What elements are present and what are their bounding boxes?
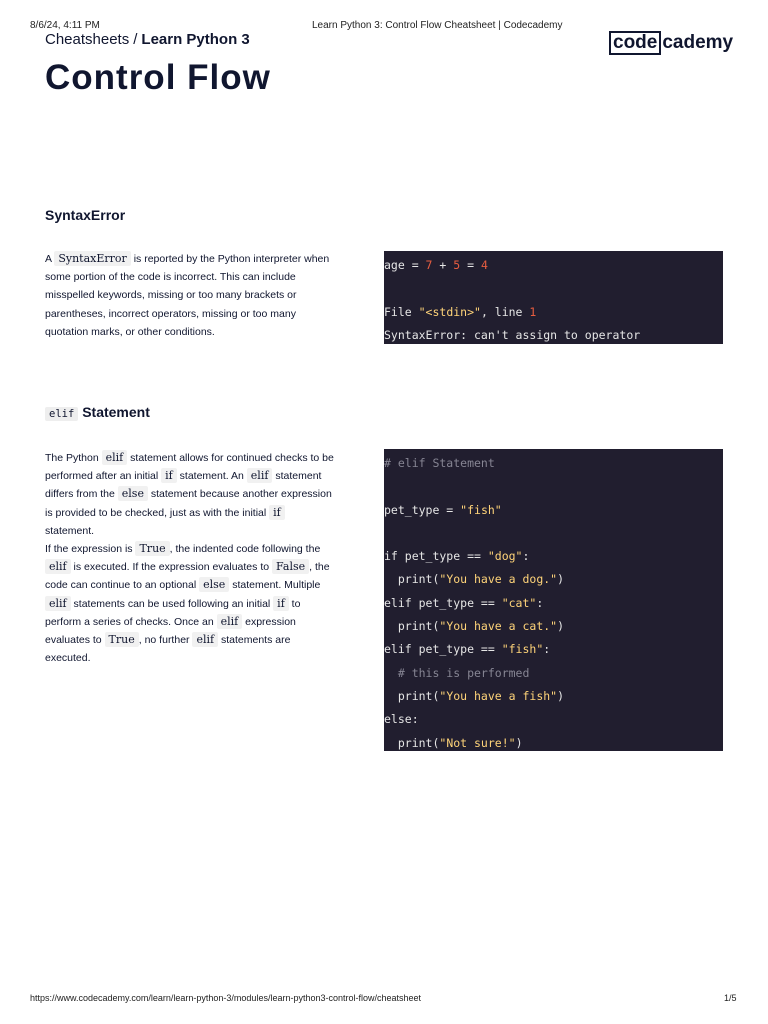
code-line: elif pet_type == "fish": (384, 642, 551, 657)
print-datetime: 8/6/24, 4:11 PM (30, 20, 100, 31)
elif-description (45, 449, 335, 667)
elif-code-block (384, 449, 723, 751)
footer-url: https://www.codecademy.com/learn/learn-python-3/modules/learn-python3-control-flow/cheatsheet (30, 993, 422, 1003)
code-line: # elif Statement (384, 456, 495, 470)
code-line (384, 522, 723, 545)
code-line: SyntaxError: can't assign to operator (384, 327, 641, 342)
code-line: print("You have a fish") (384, 688, 565, 703)
code-line: age = 7 + 5 = 4 (384, 258, 488, 272)
logo-rest-text: cademy (662, 32, 734, 53)
elif-paragraph-1: The Python elif statement allows for continued checks to be performed after an initial if statement. An elif statement differs from the else statement because another expression is provided to be checked, just as with the initial if statement. (45, 451, 334, 537)
code-line: print("You have a dog.") (384, 572, 565, 587)
code-line: else: (384, 712, 419, 727)
logo-boxed-text: code (609, 31, 661, 55)
code-line: elif pet_type == "cat": (384, 595, 544, 610)
code-line: print("You have a cat.") (384, 619, 565, 634)
code-line: File "<stdin>", line 1 (384, 304, 537, 319)
breadcrumb (45, 31, 250, 48)
breadcrumb-current: Learn Python 3 (141, 31, 250, 48)
code-line (384, 277, 723, 300)
elif-paragraph-2: If the expression is True , the indented code following the elif is executed. If the expression evaluates to False , the code can continue to an optional else statement. Multiple elif statements can be used following an initial if to perform a series of checks. Once an elif expression evaluates to True , no further elif statements are executed. (45, 542, 330, 665)
section-heading-elif: elif Statement (45, 404, 150, 420)
inline-code: SyntaxError (54, 251, 130, 266)
code-line: pet_type = "fish" (384, 502, 502, 517)
heading-inline-code: elif (45, 407, 78, 421)
syntaxerror-description: A SyntaxError is reported by the Python interpreter when some portion of the code is incorrect. This can include misspelled keywords, missing or too many brackets or parentheses, incorrect operators, missing or too many quotation marks, or other conditions. (45, 252, 330, 338)
breadcrumb-separator: / (133, 31, 138, 48)
code-line: if pet_type == "dog": (384, 549, 530, 564)
code-line: print("Not sure!") (384, 735, 523, 750)
footer-page-number: 1/5 (724, 993, 737, 1003)
page-title: Control Flow (45, 58, 271, 97)
breadcrumb-cheatsheets-link[interactable]: Cheatsheets (45, 31, 130, 48)
code-line: # this is performed (384, 665, 530, 680)
code-line (384, 475, 723, 498)
syntaxerror-code-block (384, 251, 723, 344)
print-doc-title: Learn Python 3: Control Flow Cheatsheet | Codecademy (312, 20, 563, 31)
codecademy-logo[interactable] (609, 31, 733, 55)
section-heading-syntaxerror: SyntaxError (45, 207, 126, 223)
